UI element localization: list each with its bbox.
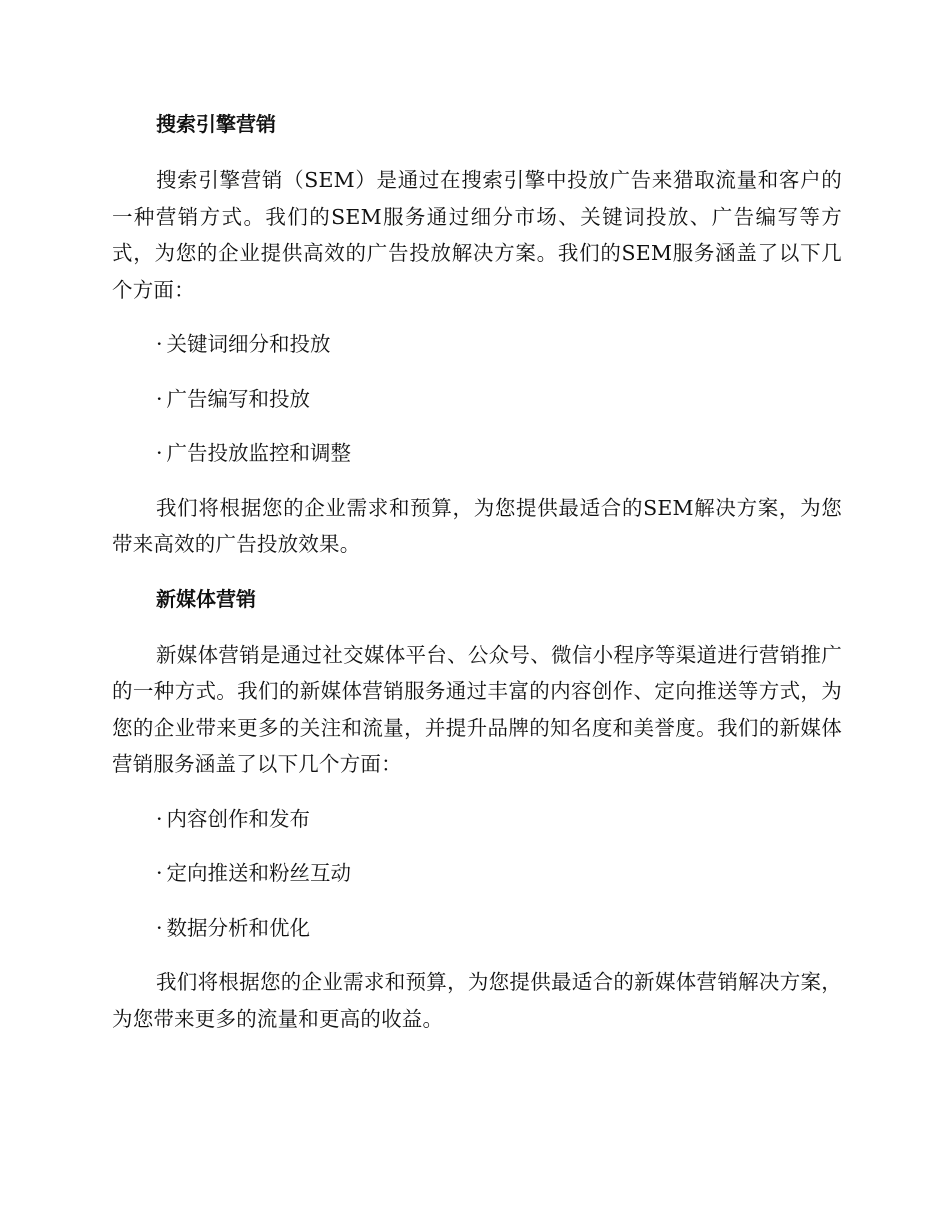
list-item — [112, 801, 842, 838]
bullet-marker: · — [156, 915, 163, 940]
bullet-text: 定向推送和粉丝互动 — [166, 861, 352, 885]
bullet-text: 关键词细分和投放 — [166, 332, 331, 356]
bullet-marker: · — [156, 806, 163, 831]
new-media-intro-paragraph: 新媒体营销是通过社交媒体平台、公众号、微信小程序等渠道进行营销推广的一种方式。我们的新媒体营销服务通过丰富的内容创作、定向推送等方式，为您的企业带来更多的关注和流量，并提升品牌的知名度和美誉度。我们的新媒体营销服务涵盖了以下几个方面： — [112, 642, 842, 776]
bullet-text: 内容创作和发布 — [166, 806, 311, 831]
document-page — [112, 106, 842, 1055]
bullet-text: 广告编写和投放 — [166, 386, 311, 411]
section-heading-new-media: 新媒体营销 — [156, 586, 256, 611]
section-heading-sem: 搜索引擎营销 — [156, 112, 276, 136]
bullet-text: 数据分析和优化 — [166, 915, 311, 940]
bullet-marker: · — [156, 441, 163, 465]
list-item — [112, 855, 842, 892]
bullet-marker: · — [156, 332, 163, 356]
list-item — [112, 381, 842, 418]
list-item — [112, 435, 842, 472]
bullet-marker: · — [156, 386, 163, 411]
bullet-text: 广告投放监控和调整 — [166, 441, 352, 465]
sem-closing-paragraph: 我们将根据您的企业需求和预算，为您提供最适合的SEM解决方案，为您带来高效的广告投放效果。 — [112, 495, 842, 556]
new-media-closing-paragraph: 我们将根据您的企业需求和预算，为您提供最适合的新媒体营销解决方案，为您带来更多的流量和更高的收益。 — [112, 970, 842, 1031]
bullet-marker: · — [156, 861, 163, 885]
sem-intro-paragraph: 搜索引擎营销（SEM）是通过在搜索引擎中投放广告来猎取流量和客户的一种营销方式。我们的SEM服务通过细分市场、关键词投放、广告编写等方式，为您的企业提供高效的广告投放解决方案。我们的SEM服务涵盖了以下几个方面： — [112, 168, 842, 302]
list-item — [112, 326, 842, 363]
list-item — [112, 910, 842, 947]
